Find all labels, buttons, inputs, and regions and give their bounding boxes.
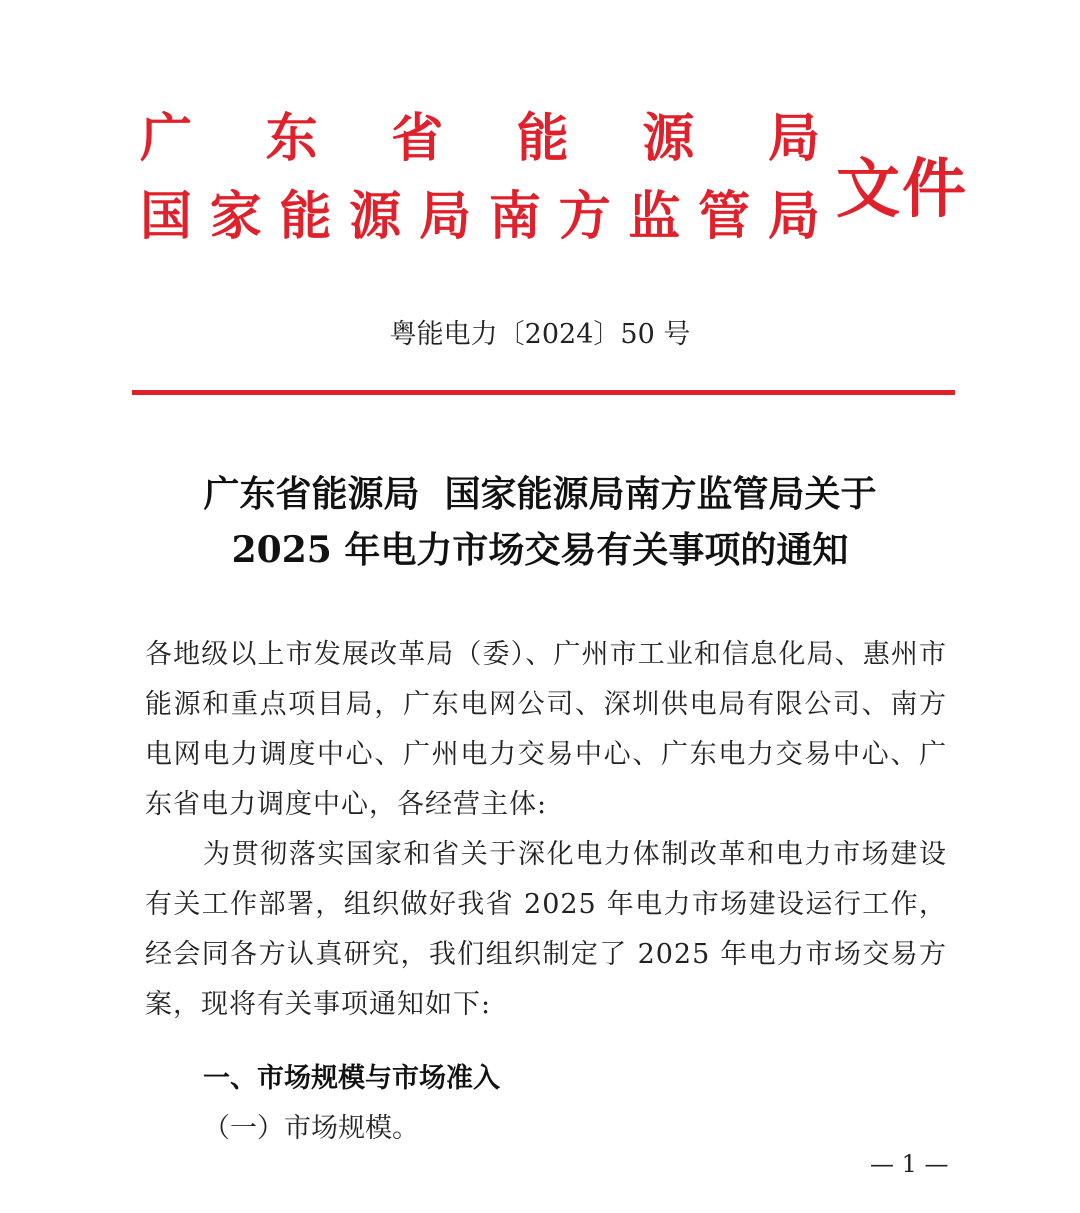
issuer-1-char: 局 [767, 109, 820, 169]
issuer-1-char: 能 [516, 109, 569, 169]
issuer-2-char: 源 [349, 187, 402, 247]
issuer-header [140, 100, 820, 256]
document-number: 粤能电力〔2024〕50 号 [389, 319, 691, 350]
intro-paragraph: 为贯彻落实国家和省关于深化电力体制改革和电力市场建设有关工作部署，组织做好我省 2025 年电力市场建设运行工作，经会同各方认真研究，我们组织制定了 2025 年电力市场交易方案，现将有关事项通知如下: [145, 839, 947, 1020]
issuer-2-char: 管 [698, 187, 751, 247]
issuer-2-char: 南 [488, 187, 541, 247]
subsection-heading: （一）市场规模。 [203, 1113, 419, 1144]
recipients-paragraph: 各地级以上市发展改革局（委）、广州市工业和信息化局、惠州市能源和重点项目局，广东电网公司、深圳供电局有限公司、南方电网电力调度中心、广州电力交易中心、广东电力交易中心、广东省电力调度中心，各经营主体: [145, 639, 947, 820]
issuer-1-char: 东 [265, 109, 318, 169]
section-heading: 一、市场规模与市场准入 [203, 1063, 500, 1094]
issuer-1-char: 广 [140, 109, 193, 169]
issuer-2-char: 家 [209, 187, 262, 247]
issuer-2-char: 局 [419, 187, 472, 247]
title-line-1: 广东省能源局 国家能源局南方监管局关于 [203, 473, 877, 515]
document-body [145, 630, 947, 1030]
issuer-1-char: 省 [391, 109, 444, 169]
issuer-2-char: 国 [140, 187, 193, 247]
issuer-line-1 [140, 100, 820, 178]
issuer-2-char: 局 [767, 187, 820, 247]
red-divider [132, 390, 955, 395]
title-line-2: 2025 年电力市场交易有关事项的通知 [231, 529, 849, 571]
issuer-2-char: 能 [279, 187, 332, 247]
page-number: — 1 — [870, 1150, 949, 1178]
issuer-line-2 [140, 178, 820, 256]
document-type-label: 文件 [836, 153, 968, 227]
issuer-1-char: 源 [642, 109, 695, 169]
document-title [0, 466, 1080, 578]
issuer-2-char: 方 [558, 187, 611, 247]
issuer-2-char: 监 [628, 187, 681, 247]
